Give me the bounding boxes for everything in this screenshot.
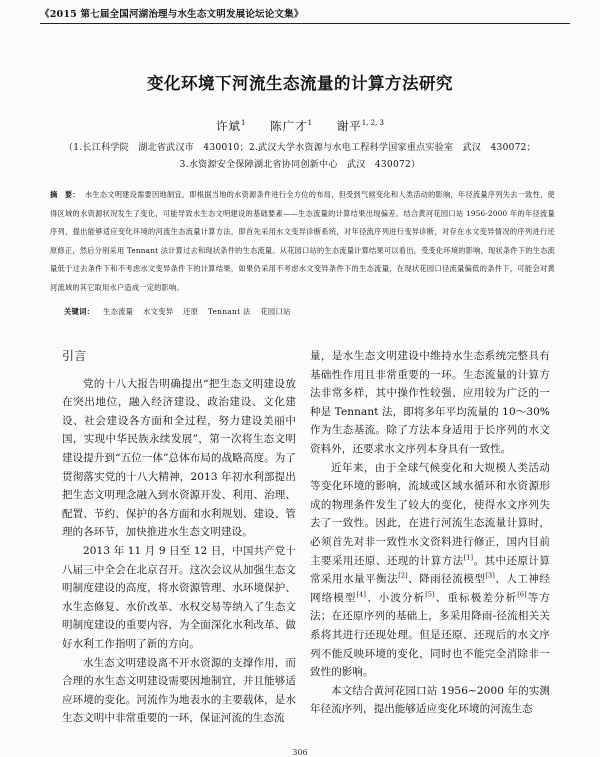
paragraph: 2013 年 11 月 9 日至 12 日，中国共产党十八届三中全会在北京召开。这次会议从加强生态文明制度建设的高度，将水资源管理、水环境保护、水生态修复、水价改革、水权交易等纳入了生态文明制度建设的重要内容，为全面深化水利改革、做好水利工作指明了新的方向。 <box>62 544 296 650</box>
author-list <box>0 118 600 134</box>
paragraph: 量，是水生态文明建设中维持水生态系统完整具有基础性作用且非常重要的一环。生态流量的计算方法非常多样，其中操作性较强、应用较为广泛的一种是 Tennant 法，即将多年平均流量的 10～30%作为生态基流。除了方法本身适用于长序列的水文资料外，还要求水文序列本身具有一致性。 <box>310 350 550 455</box>
citation: [6] <box>517 590 527 599</box>
author: 谢平$^{1, 2, 3}$ <box>336 119 384 133</box>
paragraph: 本文结合黄河花园口站 1956~2000 年的实测年径流序列，提出能够适应变化环境的河流生态 <box>310 684 550 716</box>
body-column-right <box>310 347 550 719</box>
body-column-left <box>62 347 296 728</box>
running-header: 《2015 第七届全国河湖治理与水生态文明发展论坛论文集》 <box>40 9 304 20</box>
paragraph: 近年来，由于全球气候变化和大规模人类活动等变化环境的影响，流域或区域水循环和水资源形成的物理条件发生了较大的变化，使得水文序列失去了一致性。因此，在进行河流生态流量计算时，必须首先对非一致性水文资料进行修正，国内目前主要采用还原、还现的计算方法[1]。其中还原计算常采用水量平衡法[2]、降雨径流模型[3]、人工神经网络模型[4]、小波分析[5]、重标极差分析[6]等方法；在还原序列的基础上，多采用降雨-径流相关关系将其进行还现处理。但是还原、还现后的水文序列不能反映环境的变化，同时也不能完全消除非一致性的影响。 <box>310 461 551 679</box>
author: 许斌$^1$ <box>215 119 246 133</box>
keywords <box>64 307 554 317</box>
author: 陈广才$^1$ <box>270 119 313 133</box>
affiliation: 3.水资源安全保障湖北省协同创新中心 武汉 430072） <box>179 160 421 170</box>
affiliation: （1.长江科学院 湖北省武汉市 430010；2.武汉大学水资源与水电工程科学国家重点实验室 武汉 430072； <box>64 143 536 153</box>
citation: [2] <box>398 571 408 580</box>
abstract-text: 水生态文明建设需要因地制宜，即根据当地的水资源条件进行全方位的布局，但受到气候变化和人类活动的影响，年径流量序列失去一致性，使得区域的水资源状况发生了变化，可能导致水生态文明建设的基础要素——生态流量的计算结果出现偏差。结合黄河花园口站 1956-2000 年的年径流量序列，提出能够适应变化环境的河流生态流量计算方法，即首先采用水文变异诊断系统，对年径流序列进行变异诊断，对存在水文变异情况的序列进行还原修正，然后分别采用 Tennant 法计算过去和现状条件的生态流量。从花园口站的生态流量计算结果可以看出，受变化环境的影响，现状条件下的生态流量低于过去条件下和不考虑水文变异条件下的计算结果，如果仍采用不考虑水文变异条件下的生态流量，在现状花园口径流量偏低的条件下，可能会对黄河流域的其它取用水户造成一定的影响。 <box>50 190 555 292</box>
paragraph: 水生态文明建设离不开水资源的支撑作用，而合理的水生态文明建设需要因地制宜，并且能够适应环境的变化。河流作为地表水的主要载体，是水生态文明中非常重要的一环，保证河流的生态流 <box>62 656 296 725</box>
citation: [1] <box>463 553 474 562</box>
keyword: 生态流量 <box>103 307 134 316</box>
header-rule <box>40 23 570 24</box>
citation: [5] <box>425 590 435 599</box>
keyword: 花园口站 <box>260 307 291 316</box>
citation: [3] <box>485 571 495 580</box>
page-number: 306 <box>292 748 308 757</box>
keyword: Tennant 法 <box>208 307 251 316</box>
keywords-label: 关键词： <box>64 307 95 316</box>
keyword: 水文变异 <box>143 307 174 316</box>
keyword: 还原 <box>183 307 199 316</box>
paper-title: 变化环境下河流生态流量的计算方法研究 <box>147 74 453 93</box>
paragraph: 党的十八大报告明确提出“把生态文明建设放在突出地位，融入经济建设、政治建设、文化建设、社会建设各方面和全过程，努力建设美丽中国，实现中华民族永续发展”，第一次将生态文明建设提升到“五位一体”总体布局的战略高度。为了贯彻落实党的十八大精神，2013 年初水利部提出把生态文明理念融入到水资源开发、利用、治理、配置、节约、保护的各方面和水利规划、建设、管理的各环节，加快推进水生态文明建设。 <box>62 377 296 539</box>
abstract <box>50 186 555 297</box>
citation: [4] <box>356 590 367 599</box>
abstract-label: 摘 要： <box>50 190 80 199</box>
section-heading: 引言 <box>62 349 87 363</box>
